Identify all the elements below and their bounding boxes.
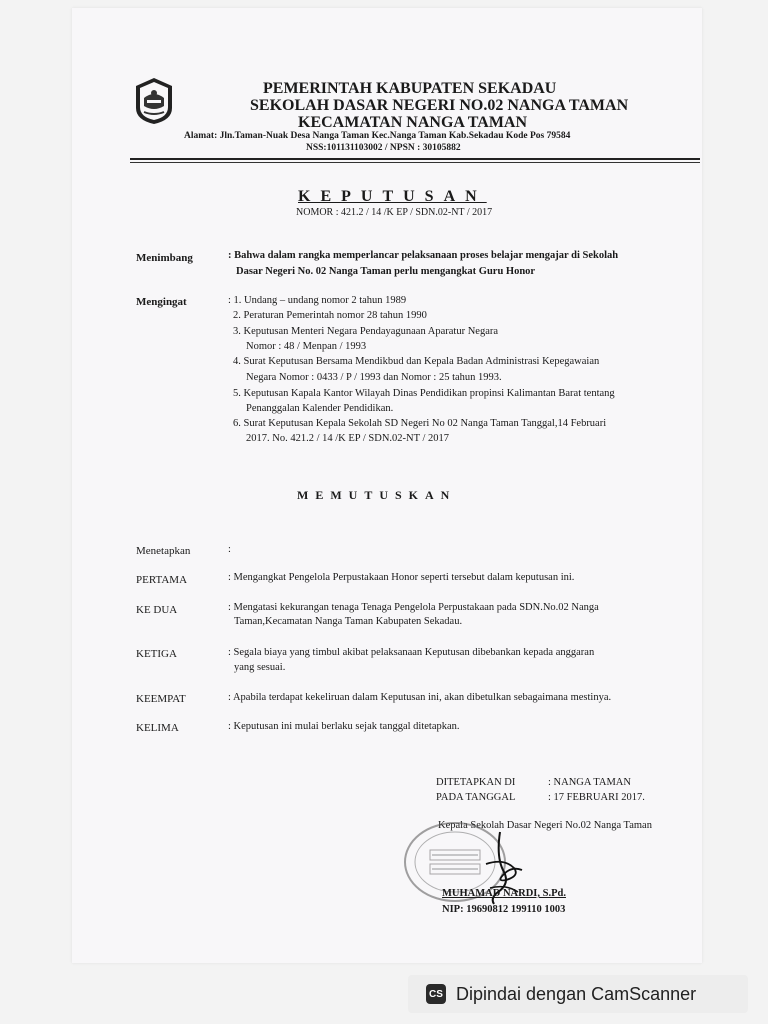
kedua-line-2: Taman,Kecamatan Nanga Taman Kabupaten Sekadau. <box>234 616 463 627</box>
keempat-text: : Apabila terdapat kekeliruan dalam Keputusan ini, akan dibetulkan sebagaimana mestinya. <box>228 692 612 703</box>
mengingat-item: 2. Peraturan Pemerintah nomor 28 tahun 1990 <box>233 310 427 321</box>
kelima-label: KELIMA <box>136 722 179 734</box>
school-logo-emblem <box>132 76 176 126</box>
mengingat-item: 2017. No. 421.2 / 14 /K EP / SDN.02-NT / 2017 <box>246 433 450 444</box>
header-divider-thin <box>130 162 700 163</box>
menimbang-line-1: : Bahwa dalam rangka memperlancar pelaksanaan proses belajar mengajar di Sekolah <box>228 250 619 261</box>
camscanner-watermark <box>408 975 748 1013</box>
header-district: KECAMATAN NANGA TAMAN <box>298 114 528 131</box>
signer-position: Kepala Sekolah Dasar Negeri No.02 Nanga Taman <box>438 820 652 831</box>
kedua-line-1: : Mengatasi kekurangan tenaga Tenaga Pengelola Perpustakaan pada SDN.No.02 Nanga <box>228 602 599 613</box>
memutuskan-heading: MEMUTUSKAN <box>297 488 457 502</box>
kelima-text: : Keputusan ini mulai berlaku sejak tanggal ditetapkan. <box>228 721 460 732</box>
document-number: NOMOR : 421.2 / 14 /K EP / SDN.02-NT / 2017 <box>296 207 493 218</box>
mengingat-item: 6. Surat Keputusan Kepala Sekolah SD Negeri No 02 Nanga Taman Tanggal,14 Februari <box>233 418 607 429</box>
signer-name: MUHAMAD NARDI, S.Pd. <box>442 888 566 899</box>
ketiga-line-2: yang sesuai. <box>234 662 286 673</box>
mengingat-item: Penanggalan Kalender Pendidikan. <box>246 403 394 414</box>
menetapkan-text: : <box>228 544 231 555</box>
kedua-label: KE DUA <box>136 604 178 616</box>
ditetapkan-label: DITETAPKAN DI <box>436 777 516 788</box>
mengingat-item: Nomor : 48 / Menpan / 1993 <box>246 341 367 352</box>
keempat-label: KEEMPAT <box>136 693 186 705</box>
tanggal-label: PADA TANGGAL <box>436 792 516 803</box>
mengingat-item: 5. Keputusan Kapala Kantor Wilayah Dinas Pendidikan propinsi Kalimantan Barat tentang <box>233 388 615 399</box>
menimbang-label: Menimbang <box>136 252 193 264</box>
mengingat-item: 4. Surat Keputusan Bersama Mendikbud dan Kepala Badan Administrasi Kepegawaian <box>233 356 600 367</box>
header-nss: NSS:101131103002 / NPSN : 30105882 <box>306 143 461 153</box>
menimbang-line-2: Dasar Negeri No. 02 Nanga Taman perlu mengangkat Guru Honor <box>236 266 536 277</box>
header-government: PEMERINTAH KABUPATEN SEKADAU <box>263 80 557 97</box>
document-title: KEPUTUSAN <box>298 188 487 205</box>
camscanner-label: Dipindai dengan CamScanner <box>456 983 697 1004</box>
mengingat-item: 3. Keputusan Menteri Negara Pendayagunaan Aparatur Negara <box>233 326 499 337</box>
ketiga-line-1: : Segala biaya yang timbul akibat pelaksanaan Keputusan dibebankan kepada anggaran <box>228 647 595 658</box>
ketiga-label: KETIGA <box>136 648 177 660</box>
mengingat-item: Negara Nomor : 0433 / P / 1993 dan Nomor : 25 tahun 1993. <box>246 372 502 383</box>
signer-nip: NIP: 19690812 199110 1003 <box>442 904 566 915</box>
menetapkan-label: Menetapkan <box>136 545 191 557</box>
header-divider-thick <box>130 158 700 160</box>
pertama-label: PERTAMA <box>136 574 188 586</box>
ditetapkan-value: : NANGA TAMAN <box>548 777 631 788</box>
camscanner-logo-icon: CS <box>426 984 446 1004</box>
header-address: Alamat: Jln.Taman-Nuak Desa Nanga Taman Kec.Nanga Taman Kab.Sekadau Kode Pos 79584 <box>184 131 571 141</box>
tanggal-value: : 17 FEBRUARI 2017. <box>548 792 645 803</box>
mengingat-item: : 1. Undang – undang nomor 2 tahun 1989 <box>228 295 407 306</box>
mengingat-label: Mengingat <box>136 296 187 308</box>
header-school-name: SEKOLAH DASAR NEGERI NO.02 NANGA TAMAN <box>250 97 629 114</box>
pertama-text: : Mengangkat Pengelola Perpustakaan Honor seperti tersebut dalam keputusan ini. <box>228 572 575 583</box>
